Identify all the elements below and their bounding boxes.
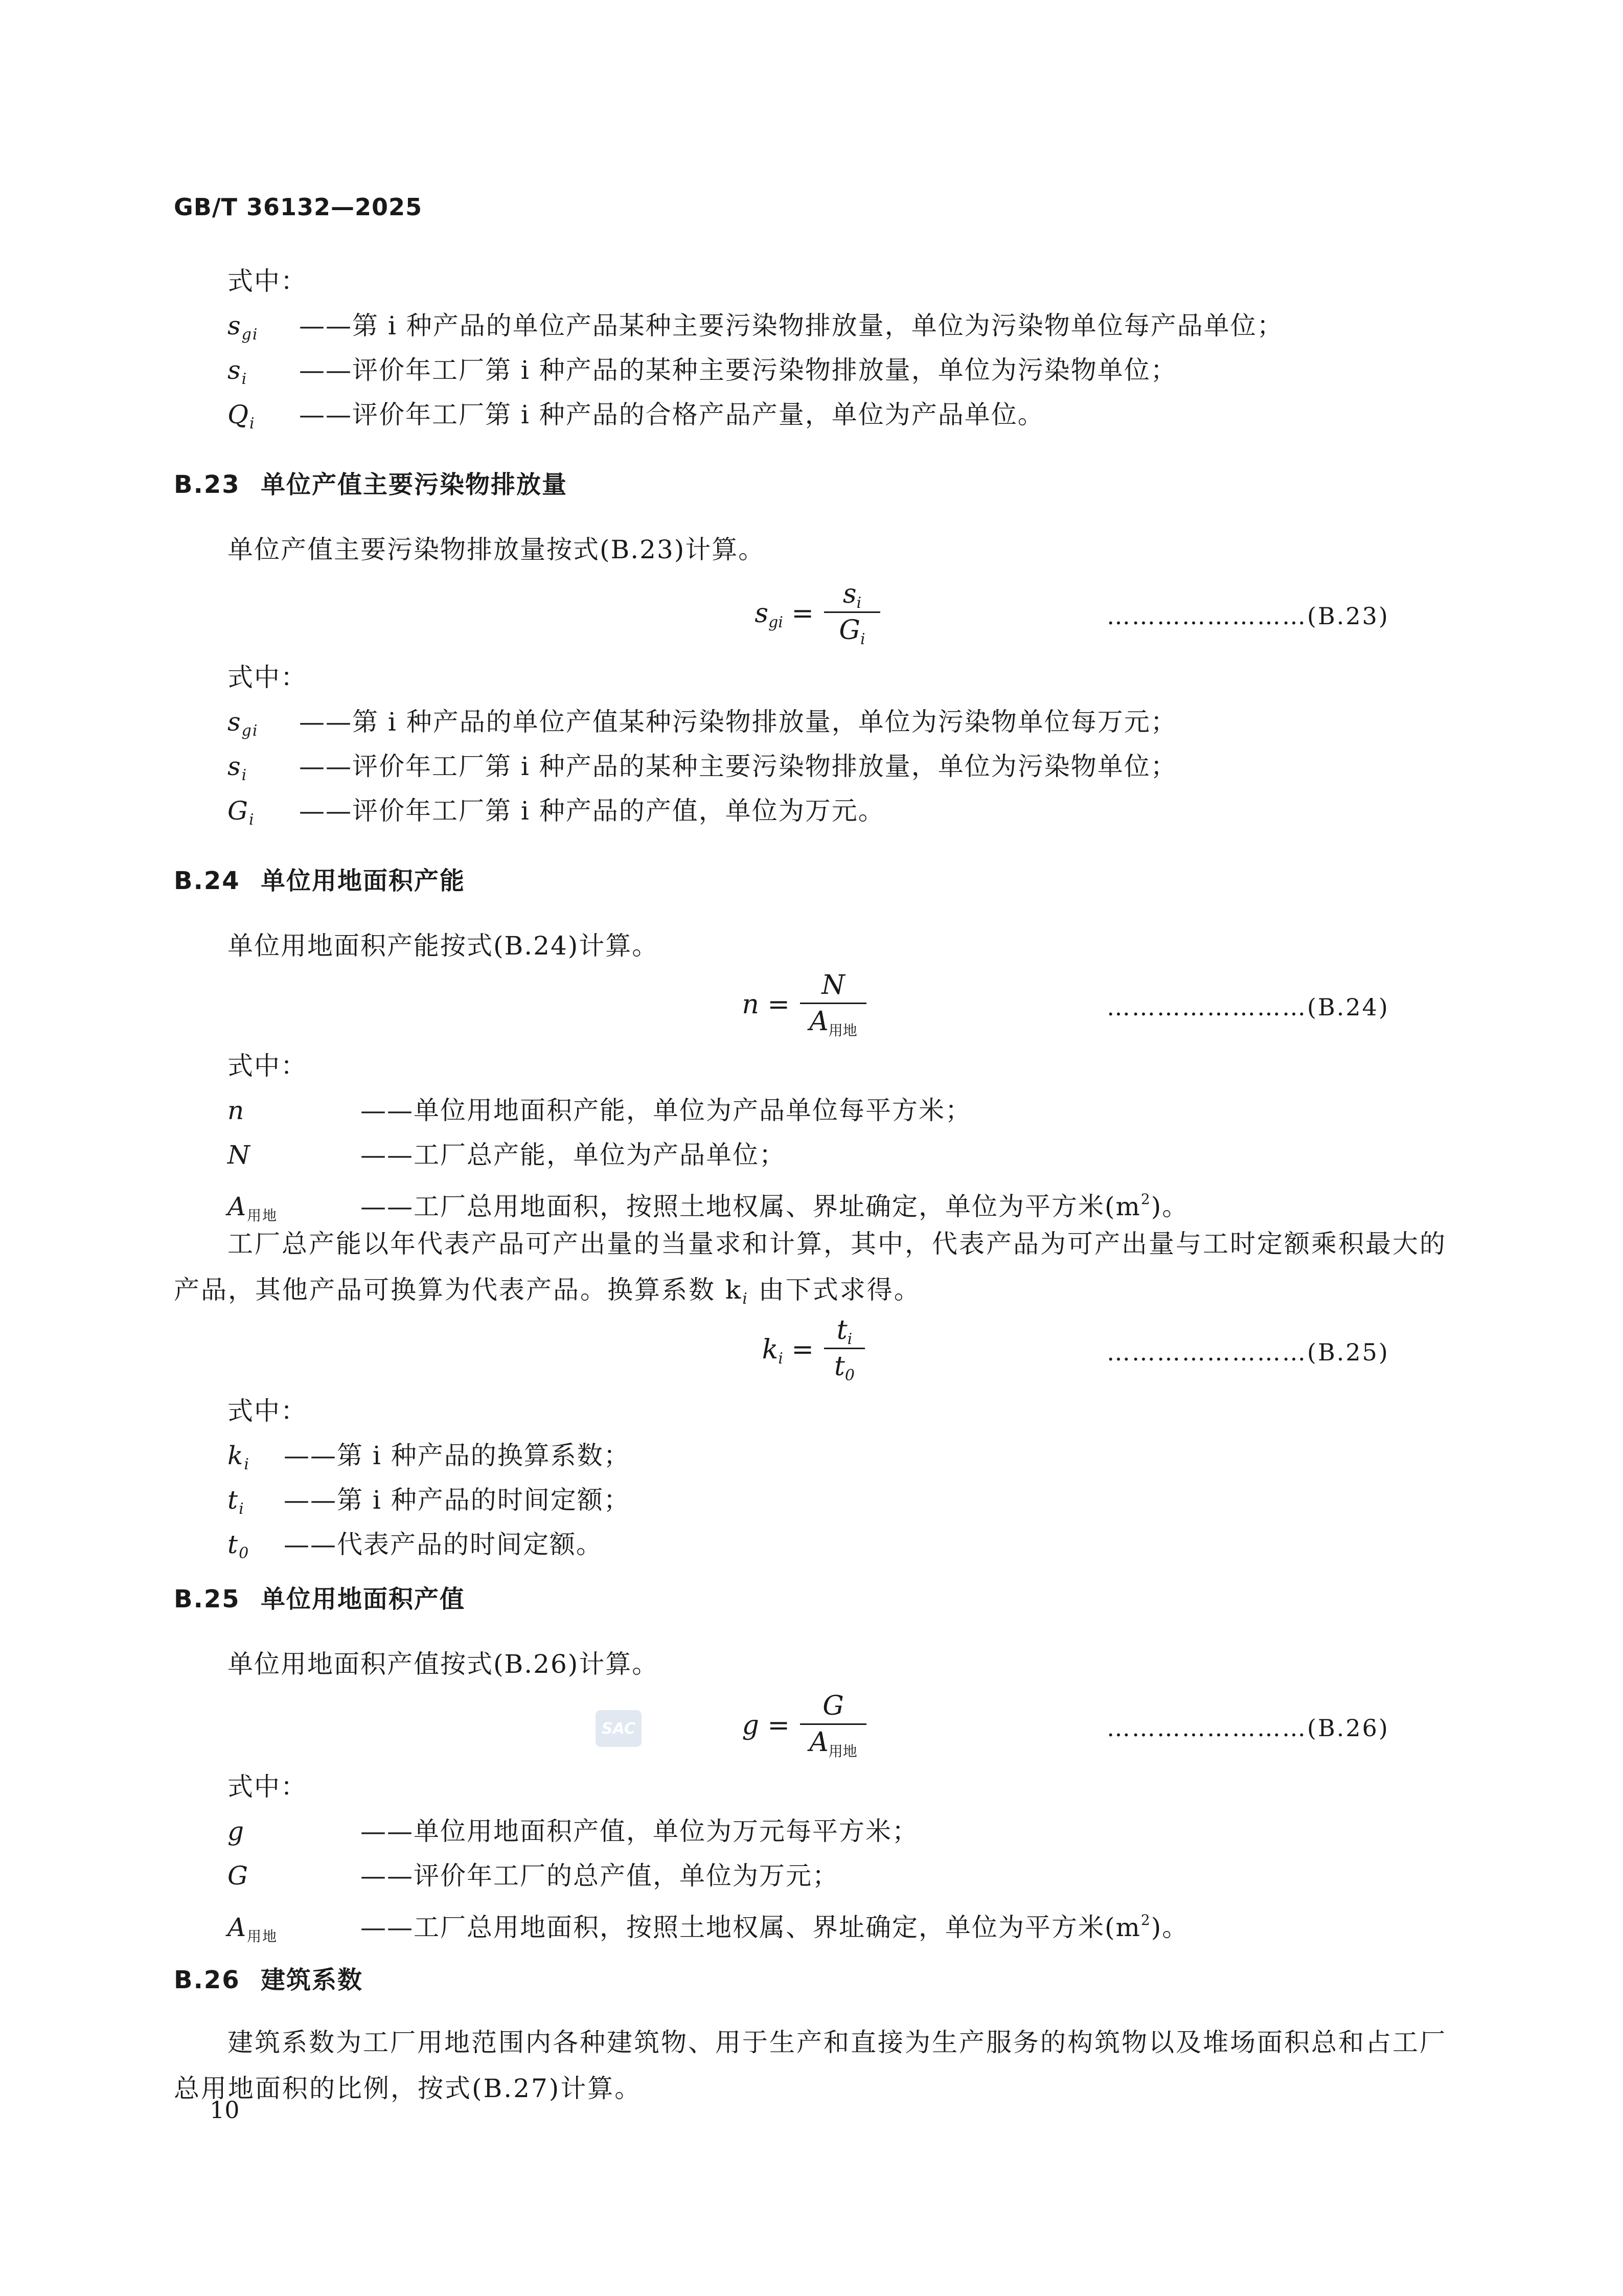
paragraph: 建筑系数为工厂用地范围内各种建筑物、用于生产和直接为生产服务的构筑物以及堆场面积总和占工厂总用地面积的比例，按式(B.27)计算。 [174,2028,1447,2103]
definition-row: $k_i$ ——第 i 种产品的换算系数； [227,1441,630,1473]
equation-number: ……………………(B.24) [1107,993,1389,1021]
where-label: 式中： [227,1396,307,1426]
definition-row: $s_{gi}$ ——第 i 种产品的单位产值某种污染物排放量，单位为污染物单位每万元； [227,707,1177,740]
where-label: 式中： [227,1051,307,1081]
where-label: 式中： [227,663,307,692]
sac-watermark-logo [596,1710,642,1747]
definition-row: $s_i$ ——评价年工厂第 i 种产品的某种主要污染物排放量，单位为污染物单位； [227,355,1177,388]
definition-row: $t_0$ ——代表产品的时间定额。 [227,1530,603,1562]
section-heading-b25: B.25 单位用地面积产值 [174,1585,466,1613]
section-heading-b23: B.23 单位产值主要污染物排放量 [174,470,568,499]
definition-row: G ——评价年工厂的总产值，单位为万元； [227,1861,839,1891]
definition-row: n ——单位用地面积产能，单位为产品单位每平方米； [227,1096,972,1125]
section-intro: 单位用地面积产值按式(B.26)计算。 [227,1649,659,1679]
section-heading-b26: B.26 建筑系数 [174,1966,363,1994]
standard-code: GB/T 36132—2025 [174,193,423,221]
definition-row: g ——单位用地面积产值，单位为万元每平方米； [227,1816,919,1846]
svg-text:SAC: SAC [602,1720,635,1738]
paragraph: 工厂总产能以年代表产品可产出量的当量求和计算，其中，代表产品为可产出量与工时定额乘积最大的产品，其他产品可换算为代表产品。换算系数 $k_i$ 由下式求得。 [174,1229,1447,1308]
where-label: 式中： [227,266,307,296]
definition-row: $s_i$ ——评价年工厂第 i 种产品的某种主要污染物排放量，单位为污染物单位； [227,752,1177,784]
equation-number: ……………………(B.23) [1107,602,1389,630]
definition-row: N ——工厂总产能，单位为产品单位； [227,1140,786,1170]
section-intro: 单位产值主要污染物排放量按式(B.23)计算。 [227,535,765,564]
definition-row: $Q_i$ ——评价年工厂第 i 种产品的合格产品产量，单位为产品单位。 [227,400,1044,433]
page-number: 10 [210,2096,240,2124]
equation-number: ……………………(B.26) [1107,1714,1389,1742]
equation-number: ……………………(B.25) [1107,1338,1389,1366]
document-page: GB/T 36132—2025 式中： $s_{gi}$ ——第 i 种产品的单位产品某种主要污染物排放量，单位为污染物单位每产品单位； $s_i$ ——评价年工厂第 i 种产品的某种主要污染物排放量，单位为污染物单位； $Q_i$ ——评价年工厂第 i 种产品的合格产品产量，单位为产品单位。 B.23 单位产值主要污染物排放量 单位产值主要污染物排放量按式(B.23)计算。 $s_{gi}$ = $s_i$ $G_i$ ……………………(B.23) 式中： $s_{gi}$ ——第 i 种产品的单位产值某种污染物排放量，单位为污染物单位每万元； $s_i$ ——评价年工厂第 i 种产品的某种主要污染物排放量，单位为污染物单位； $G_i$ ——评价年工厂第 i 种产品的产值，单位为万元。 B.24 单位用地面积产能 单位用地面积产能按式(B.24)计算。 n = N A用地 ……………………(B.24) 式中： n ——单位用地面积产能，单位为产品单位每平方米； N ——工厂总产能，单位为产品单位； $A_{用地}$ ——工厂总用地面积，按照土地权属、界址确定，单位为平方米$(m^2)$。 工厂总产能以年代表产品可产出量的当量求和计算，其中，代表产品为可产出量与工时定额乘积最大的产品，其他产品可换算为代表产品。换算系数 $k_i$ 由下式求得。 $k_i$ = $t_i$ $t_0$ ……………………(B.25) 式中： $k_i$ ——第 i 种产品的换算系数； $t_i$ ——第 i 种产品的时间定额； $t_0$ ——代表产品的时间定额。 B.25 单位用地面积产值 单位用地面积产值按式(B.26)计算。 SAC g = G A用地 ……………………(B.26) 式中： g ——单位用地面积产值，单位为万元每平方米； G ——评价年工厂的总产值，单位为万元； $A_{用地}$ ——工厂总用地面积，按照土地权属、界址确定，单位为平方米$(m^2)$。 B.26 建筑系数 建筑系数为工厂用地范围内各种建筑物、用于生产和直接为生产服务的构筑物以及堆场面积总和占工厂总用地面积的比例，按式(B.27)计算。 10 [174,193,1447,2124]
definition-row: $A_{用地}$ ——工厂总用地面积，按照土地权属、界址确定，单位为平方米$(m^2)$。 [227,1191,1189,1224]
definition-row: $t_i$ ——第 i 种产品的时间定额； [227,1485,630,1518]
where-label: 式中： [227,1772,307,1802]
definition-row: $G_i$ ——评价年工厂第 i 种产品的产值，单位为万元。 [227,796,885,829]
definition-row: $s_{gi}$ ——第 i 种产品的单位产品某种主要污染物排放量，单位为污染物单位每产品单位； [227,311,1284,344]
section-intro: 单位用地面积产能按式(B.24)计算。 [227,931,659,961]
definition-row: $A_{用地}$ ——工厂总用地面积，按照土地权属、界址确定，单位为平方米$(m^2)$。 [227,1912,1189,1945]
section-heading-b24: B.24 单位用地面积产能 [174,867,466,895]
